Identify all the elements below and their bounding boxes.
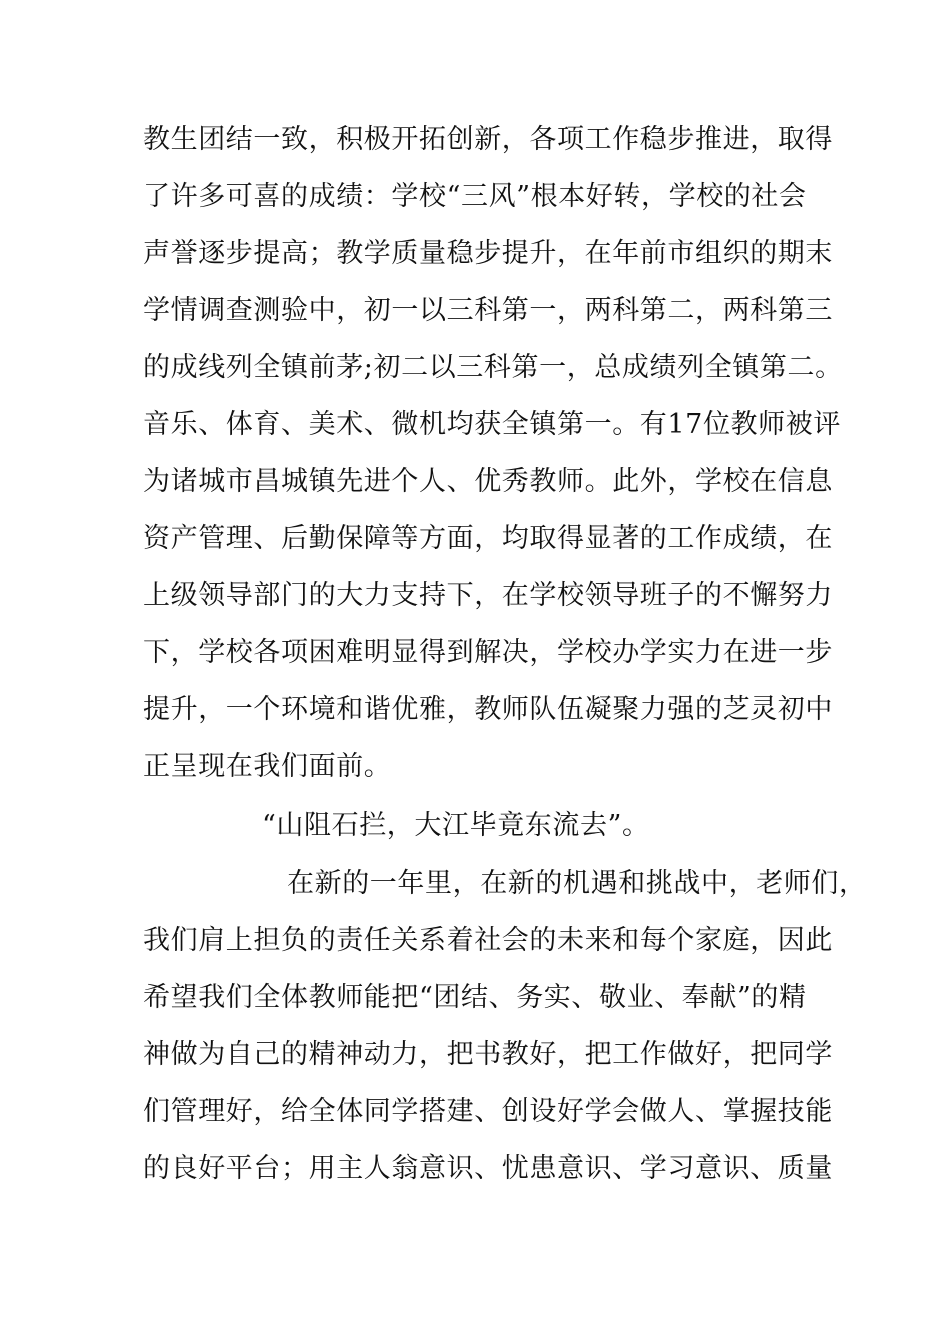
paragraph-line: 的成线列全镇前茅;初二以三科第一，总成绩列全镇第二。: [143, 352, 843, 383]
quote-line: “山阻石拦，大江毕竟东流去”。: [262, 810, 650, 841]
paragraph-line: 了许多可喜的成绩：学校“三风”根本好转，学校的社会: [143, 181, 807, 212]
paragraph-line: 资产管理、后勤保障等方面，均取得显著的工作成绩，在: [143, 523, 833, 554]
paragraph-line: 学情调查测验中，初一以三科第一，两科第二，两科第三: [143, 295, 833, 326]
paragraph-line: 提升，一个环境和谐优雅，教师队伍凝聚力强的芝灵初中: [143, 694, 833, 725]
paragraph-line: 教生团结一致，积极开拓创新，各项工作稳步推进，取得: [143, 124, 833, 155]
paragraph-line: 音乐、体育、美术、微机均获全镇第一。有17位教师被评: [143, 409, 841, 440]
paragraph-line: 神做为自己的精神动力，把书教好，把工作做好，把同学: [143, 1039, 833, 1070]
paragraph-line: 正呈现在我们面前。: [143, 751, 392, 782]
paragraph-line: 在新的一年里，在新的机遇和挑战中，老师们，: [287, 868, 867, 899]
paragraph-line: 为诸城市昌城镇先进个人、优秀教师。此外，学校在信息: [143, 466, 833, 497]
paragraph-line: 我们肩上担负的责任关系着社会的未来和每个家庭，因此: [143, 925, 833, 956]
paragraph-line: 希望我们全体教师能把“团结、务实、敬业、奉献”的精: [143, 982, 807, 1013]
paragraph-line: 的良好平台；用主人翁意识、忧患意识、学习意识、质量: [143, 1153, 833, 1184]
paragraph-line: 们管理好，给全体同学搭建、创设好学会做人、掌握技能: [143, 1096, 833, 1127]
paragraph-line: 上级领导部门的大力支持下，在学校领导班子的不懈努力: [143, 580, 833, 611]
paragraph-line: 声誉逐步提高；教学质量稳步提升，在年前市组织的期末: [143, 238, 833, 269]
paragraph-line: 下，学校各项困难明显得到解决，学校办学实力在进一步: [143, 637, 833, 668]
